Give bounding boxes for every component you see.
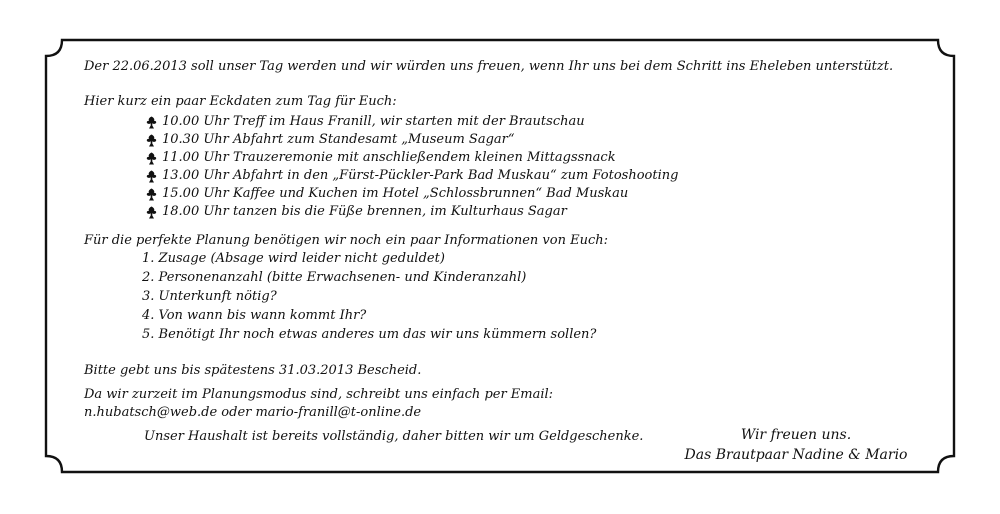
schedule-item-text: 13.00 Uhr Abfahrt in den „Fürst-Pückler-Park Bad Muskau“ zum Fotoshooting: [162, 168, 679, 183]
deadline-text: Bitte gebt uns bis spätestens 31.03.2013 Bescheid.: [84, 363, 422, 378]
schedule-item-text: 10.30 Uhr Abfahrt zum Standesamt „Museum Sagar“: [162, 132, 515, 147]
signature-line-greeting: Wir freuen uns.: [740, 427, 852, 443]
signature-block: [676, 425, 916, 465]
schedule-item-text: 15.00 Uhr Kaffee und Kuchen im Hotel „Schlossbrunnen“ Bad Muskau: [162, 186, 629, 201]
fleur-bullet-icon: [146, 134, 157, 147]
intro-text: Der 22.06.2013 soll unser Tag werden und wir würden uns freuen, wenn Ihr uns bei dem Schritt ins Eheleben unterstützt.: [84, 59, 894, 74]
schedule-item-text: 18.00 Uhr tanzen bis die Füße brennen, im Kulturhaus Sagar: [162, 204, 567, 219]
schedule-item: [146, 149, 944, 167]
fleur-bullet-icon: [146, 116, 157, 129]
signature-line-couple: Das Brautpaar Nadine & Mario: [684, 447, 908, 463]
email-addresses: n.hubatsch@web.de oder mario-franill@t-online.de: [84, 405, 422, 420]
planning-list: [84, 250, 944, 345]
fleur-bullet-icon: [146, 206, 157, 219]
invitation-text: [84, 58, 944, 446]
fleur-bullet-icon: [146, 152, 157, 165]
schedule-item-text: 11.00 Uhr Trauzeremonie mit anschließendem kleinen Mittagssnack: [162, 150, 616, 165]
schedule-item: [146, 185, 944, 203]
planning-item: 1. Zusage (Absage wird leider nicht geduldet): [142, 251, 445, 266]
planning-item: 5. Benötigt Ihr noch etwas anderes um das wir uns kümmern sollen?: [142, 327, 597, 342]
fleur-bullet-icon: [146, 188, 157, 201]
planning-item: 3. Unterkunft nötig?: [142, 289, 277, 304]
planning-item: 2. Personenanzahl (bitte Erwachsenen- und Kinderanzahl): [142, 270, 527, 285]
schedule-item: [146, 131, 944, 149]
schedule-item: [146, 203, 944, 221]
fleur-bullet-icon: [146, 170, 157, 183]
schedule-heading: Hier kurz ein paar Eckdaten zum Tag für Euch:: [84, 94, 397, 109]
schedule-list: [84, 113, 944, 221]
planning-item: 4. Von wann bis wann kommt Ihr?: [142, 308, 367, 323]
planning-heading: Für die perfekte Planung benötigen wir noch ein paar Informationen von Euch:: [84, 233, 608, 248]
schedule-item: [146, 167, 944, 185]
email-intro-text: Da wir zurzeit im Planungsmodus sind, schreibt uns einfach per Email:: [84, 387, 554, 402]
schedule-item-text: 10.00 Uhr Treff im Haus Franill, wir starten mit der Brautschau: [162, 114, 585, 129]
schedule-item: [146, 113, 944, 131]
gift-note: Unser Haushalt ist bereits vollständig, daher bitten wir um Geldgeschenke.: [144, 429, 644, 444]
